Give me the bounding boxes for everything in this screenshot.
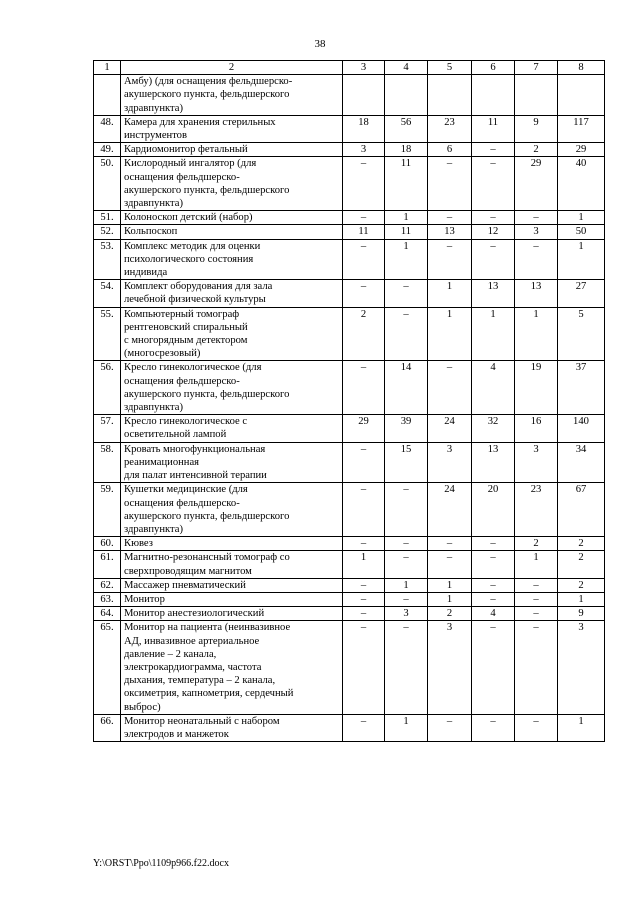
value-col-7: 16 (515, 415, 558, 442)
value-col-3: 18 (343, 115, 385, 142)
value-col-3: – (343, 442, 385, 483)
page-number: 38 (314, 38, 326, 50)
value-col-8: 37 (558, 361, 605, 415)
value-col-8: 2 (558, 578, 605, 592)
value-col-6: 13 (472, 280, 515, 307)
row-number: 55. (94, 307, 121, 361)
value-col-8: 2 (558, 551, 605, 578)
value-col-6: 13 (472, 442, 515, 483)
value-col-4: 1 (385, 239, 428, 280)
value-col-6: – (472, 714, 515, 741)
value-col-5: 1 (428, 307, 472, 361)
value-col-4: 11 (385, 225, 428, 239)
row-number: 59. (94, 483, 121, 537)
value-col-5: 3 (428, 621, 472, 714)
row-number: 53. (94, 239, 121, 280)
value-col-3: – (343, 621, 385, 714)
value-col-6: – (472, 621, 515, 714)
value-col-6: – (472, 143, 515, 157)
value-col-7: – (515, 592, 558, 606)
value-col-8: 140 (558, 415, 605, 442)
row-number: 65. (94, 621, 121, 714)
table-row (94, 551, 605, 578)
equipment-name: Кольпоскоп (121, 225, 343, 239)
value-col-6: – (472, 551, 515, 578)
equipment-name: Комплекс методик для оценки психологического состояния индивида (121, 239, 343, 280)
table-row (94, 75, 605, 116)
value-col-7: 13 (515, 280, 558, 307)
table-row (94, 361, 605, 415)
column-header-1: 1 (94, 61, 121, 75)
value-col-8: 117 (558, 115, 605, 142)
value-col-3: – (343, 578, 385, 592)
value-col-7: 2 (515, 537, 558, 551)
value-col-7: 1 (515, 307, 558, 361)
value-col-5: 3 (428, 442, 472, 483)
value-col-7: – (515, 211, 558, 225)
value-col-7: 2 (515, 143, 558, 157)
value-col-4: 14 (385, 361, 428, 415)
row-number: 66. (94, 714, 121, 741)
value-col-4: – (385, 537, 428, 551)
column-header-2: 2 (121, 61, 343, 75)
table-row (94, 225, 605, 239)
table-row (94, 280, 605, 307)
value-col-4: 18 (385, 143, 428, 157)
equipment-name: Кислородный ингалятор (для оснащения фельдшерско- акушерского пункта, фельдшерского здравпункта) (121, 157, 343, 211)
value-col-7: – (515, 714, 558, 741)
table-row (94, 592, 605, 606)
value-col-5 (428, 75, 472, 116)
column-header-5: 5 (428, 61, 472, 75)
value-col-7: 3 (515, 225, 558, 239)
value-col-5: – (428, 714, 472, 741)
value-col-6: – (472, 211, 515, 225)
table-row (94, 157, 605, 211)
column-header-7: 7 (515, 61, 558, 75)
value-col-5: 2 (428, 607, 472, 621)
value-col-8: 1 (558, 714, 605, 741)
value-col-8: 3 (558, 621, 605, 714)
value-col-6: 11 (472, 115, 515, 142)
value-col-6: – (472, 157, 515, 211)
value-col-8: 9 (558, 607, 605, 621)
value-col-4: – (385, 551, 428, 578)
table-row (94, 483, 605, 537)
value-col-6: – (472, 239, 515, 280)
value-col-5: 1 (428, 280, 472, 307)
value-col-5: – (428, 239, 472, 280)
value-col-7: 29 (515, 157, 558, 211)
value-col-7: – (515, 578, 558, 592)
value-col-5: 6 (428, 143, 472, 157)
row-number: 63. (94, 592, 121, 606)
value-col-5: – (428, 211, 472, 225)
equipment-name: Магнитно-резонансный томограф со сверхпроводящим магнитом (121, 551, 343, 578)
table-row (94, 415, 605, 442)
row-number: 54. (94, 280, 121, 307)
value-col-4: 1 (385, 578, 428, 592)
row-number: 61. (94, 551, 121, 578)
value-col-8: 34 (558, 442, 605, 483)
value-col-5: – (428, 551, 472, 578)
value-col-7: – (515, 621, 558, 714)
value-col-8 (558, 75, 605, 116)
table-row (94, 143, 605, 157)
value-col-5: 24 (428, 483, 472, 537)
value-col-5: – (428, 537, 472, 551)
value-col-6: 20 (472, 483, 515, 537)
equipment-name: Кресло гинекологическое с осветительной лампой (121, 415, 343, 442)
value-col-8: 50 (558, 225, 605, 239)
value-col-3: – (343, 714, 385, 741)
value-col-8: 67 (558, 483, 605, 537)
equipment-table (93, 60, 605, 742)
value-col-8: 27 (558, 280, 605, 307)
table-row (94, 307, 605, 361)
equipment-name: Кардиомонитор фетальный (121, 143, 343, 157)
value-col-7: 9 (515, 115, 558, 142)
equipment-name: Массажер пневматический (121, 578, 343, 592)
value-col-7: 19 (515, 361, 558, 415)
row-number: 49. (94, 143, 121, 157)
value-col-4: – (385, 307, 428, 361)
value-col-7: 23 (515, 483, 558, 537)
row-number (94, 75, 121, 116)
column-header-6: 6 (472, 61, 515, 75)
value-col-3: 3 (343, 143, 385, 157)
value-col-6: 1 (472, 307, 515, 361)
value-col-3: – (343, 211, 385, 225)
footer-file-path: Y:\ORST\Ppo\1109p966.f22.docx (93, 858, 229, 869)
table-row (94, 578, 605, 592)
table-row (94, 537, 605, 551)
equipment-name: Монитор неонатальный с набором электродов и манжеток (121, 714, 343, 741)
value-col-3: – (343, 157, 385, 211)
value-col-3: – (343, 483, 385, 537)
value-col-3: 11 (343, 225, 385, 239)
value-col-3: – (343, 537, 385, 551)
value-col-3 (343, 75, 385, 116)
table-row (94, 115, 605, 142)
value-col-8: 1 (558, 592, 605, 606)
value-col-4 (385, 75, 428, 116)
value-col-4: 39 (385, 415, 428, 442)
value-col-4: – (385, 280, 428, 307)
value-col-6: – (472, 592, 515, 606)
value-col-6: – (472, 537, 515, 551)
value-col-4: – (385, 592, 428, 606)
value-col-4: 1 (385, 211, 428, 225)
row-number: 50. (94, 157, 121, 211)
table-row (94, 239, 605, 280)
value-col-6 (472, 75, 515, 116)
table-row (94, 714, 605, 741)
row-number: 51. (94, 211, 121, 225)
value-col-8: 1 (558, 211, 605, 225)
equipment-name: Колоноскоп детский (набор) (121, 211, 343, 225)
row-number: 58. (94, 442, 121, 483)
equipment-name: Кресло гинекологическое (для оснащения фельдшерско- акушерского пункта, фельдшерского здравпункта) (121, 361, 343, 415)
row-number: 52. (94, 225, 121, 239)
equipment-name: Монитор анестезиологический (121, 607, 343, 621)
value-col-7: – (515, 607, 558, 621)
value-col-7: 1 (515, 551, 558, 578)
table-row (94, 211, 605, 225)
value-col-4: 56 (385, 115, 428, 142)
row-number: 57. (94, 415, 121, 442)
equipment-name: Кушетки медицинские (для оснащения фельдшерско- акушерского пункта, фельдшерского здравпункта) (121, 483, 343, 537)
value-col-3: – (343, 280, 385, 307)
equipment-name: Амбу) (для оснащения фельдшерско- акушерского пункта, фельдшерского здравпункта) (121, 75, 343, 116)
value-col-7: 3 (515, 442, 558, 483)
value-col-3: 2 (343, 307, 385, 361)
table-row (94, 621, 605, 714)
value-col-3: 29 (343, 415, 385, 442)
equipment-name: Комплект оборудования для зала лечебной физической культуры (121, 280, 343, 307)
value-col-3: – (343, 592, 385, 606)
value-col-8: 40 (558, 157, 605, 211)
value-col-4: – (385, 621, 428, 714)
equipment-name: Кровать многофункциональная реанимационная для палат интенсивной терапии (121, 442, 343, 483)
column-header-3: 3 (343, 61, 385, 75)
value-col-5: – (428, 361, 472, 415)
value-col-7: – (515, 239, 558, 280)
value-col-6: 12 (472, 225, 515, 239)
row-number: 56. (94, 361, 121, 415)
equipment-name: Монитор (121, 592, 343, 606)
value-col-5: 23 (428, 115, 472, 142)
value-col-8: 2 (558, 537, 605, 551)
row-number: 48. (94, 115, 121, 142)
value-col-5: 13 (428, 225, 472, 239)
column-header-4: 4 (385, 61, 428, 75)
table-body (94, 75, 605, 742)
equipment-name: Монитор на пациента (неинвазивное АД, инвазивное артериальное давление – 2 канала, электрокардиограмма, частота дыхания, температура – 2 канала, оксиметрия, капнометрия, сердечный выброс) (121, 621, 343, 714)
value-col-3: – (343, 239, 385, 280)
value-col-8: 29 (558, 143, 605, 157)
value-col-4: 1 (385, 714, 428, 741)
row-number: 64. (94, 607, 121, 621)
value-col-6: 32 (472, 415, 515, 442)
table-row (94, 607, 605, 621)
equipment-name: Компьютерный томограф рентгеновский спиральный с многорядным детектором (многосрезовый) (121, 307, 343, 361)
value-col-8: 1 (558, 239, 605, 280)
column-header-8: 8 (558, 61, 605, 75)
value-col-3: 1 (343, 551, 385, 578)
value-col-3: – (343, 607, 385, 621)
value-col-4: – (385, 483, 428, 537)
value-col-4: 11 (385, 157, 428, 211)
value-col-5: 24 (428, 415, 472, 442)
value-col-6: – (472, 578, 515, 592)
table-row (94, 442, 605, 483)
row-number: 60. (94, 537, 121, 551)
row-number: 62. (94, 578, 121, 592)
equipment-name: Кювез (121, 537, 343, 551)
value-col-3: – (343, 361, 385, 415)
value-col-5: 1 (428, 578, 472, 592)
value-col-8: 5 (558, 307, 605, 361)
value-col-6: 4 (472, 361, 515, 415)
value-col-6: 4 (472, 607, 515, 621)
value-col-5: – (428, 157, 472, 211)
value-col-7 (515, 75, 558, 116)
value-col-4: 15 (385, 442, 428, 483)
equipment-name: Камера для хранения стерильных инструментов (121, 115, 343, 142)
header-row (94, 61, 605, 75)
value-col-4: 3 (385, 607, 428, 621)
value-col-5: 1 (428, 592, 472, 606)
